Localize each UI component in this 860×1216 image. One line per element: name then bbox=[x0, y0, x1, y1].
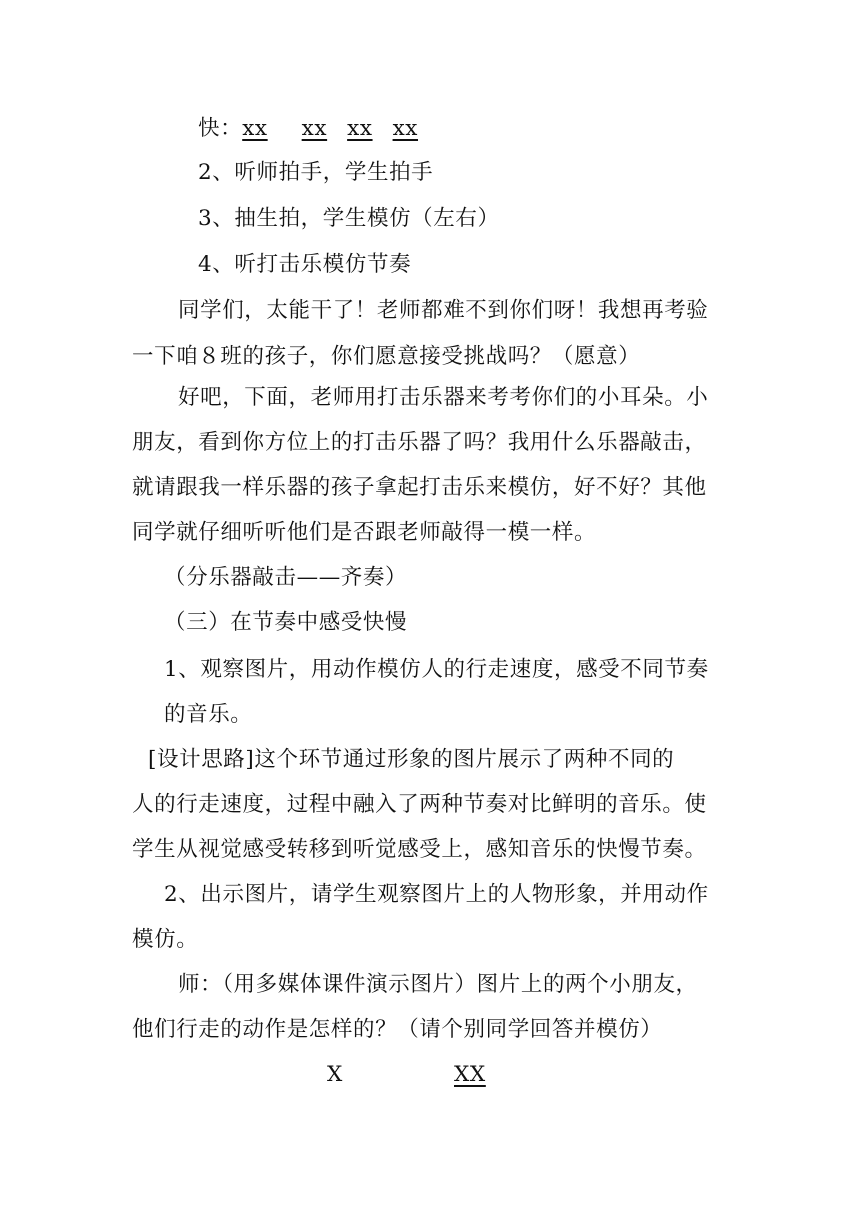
rhythm-fast-line bbox=[198, 114, 418, 144]
rhythm-note: xx bbox=[347, 116, 373, 141]
rhythm-note: xx bbox=[301, 116, 328, 141]
text-line: [设计思路]这个环节通过形象的图片展示了两种不同的 bbox=[148, 747, 675, 772]
text-line: 同学们，太能干了！老师都难不到你们呀！我想再考验 bbox=[178, 298, 709, 323]
text-line: 3、抽生拍，学生模仿（左右） bbox=[198, 206, 500, 231]
text-line: 他们行走的动作是怎样的？（请个别同学回答并模仿） bbox=[132, 1017, 663, 1042]
text-line: 的音乐。 bbox=[164, 702, 253, 727]
rhythm-note: xx bbox=[392, 116, 419, 141]
text-line: 一下咱８班的孩子，你们愿意接受挑战吗？（愿意） bbox=[132, 344, 641, 369]
section-heading: （三）在节奏中感受快慢 bbox=[164, 610, 408, 635]
text-line: 2、出示图片，请学生观察图片上的人物形象，并用动作 bbox=[164, 882, 709, 907]
rhythm-note: xx bbox=[242, 116, 268, 141]
text-line: 师：（用多媒体课件演示图片）图片上的两个小朋友， bbox=[178, 972, 698, 997]
text-line: 1、观察图片，用动作模仿人的行走速度，感受不同节奏 bbox=[164, 657, 709, 682]
text-line: 人的行走速度，过程中融入了两种节奏对比鲜明的音乐。使 bbox=[132, 792, 707, 817]
rhythm-slow: X bbox=[327, 1062, 343, 1087]
text-line: 学生从视觉感受转移到听觉感受上，感知音乐的快慢节奏。 bbox=[132, 837, 707, 862]
text-line: 模仿。 bbox=[132, 927, 199, 952]
rhythm-fast: XX bbox=[454, 1062, 486, 1087]
text-line: 2、听师拍手，学生拍手 bbox=[198, 160, 434, 185]
text-line: 同学就仔细听听他们是否跟老师敲得一模一样。 bbox=[132, 520, 597, 545]
text-line: （分乐器敲击——齐奏） bbox=[164, 565, 408, 590]
text-line: 4、听打击乐模仿节奏 bbox=[198, 252, 412, 277]
text-line: 朋友，看到你方位上的打击乐器了吗？我用什么乐器敲击， bbox=[132, 430, 707, 455]
text-line: 好吧，下面，老师用打击乐器来考考你们的小耳朵。小 bbox=[178, 385, 709, 410]
text-line: 就请跟我一样乐器的孩子拿起打击乐来模仿，好不好？其他 bbox=[132, 475, 707, 500]
rhythm-fast-label: 快： bbox=[198, 116, 243, 141]
